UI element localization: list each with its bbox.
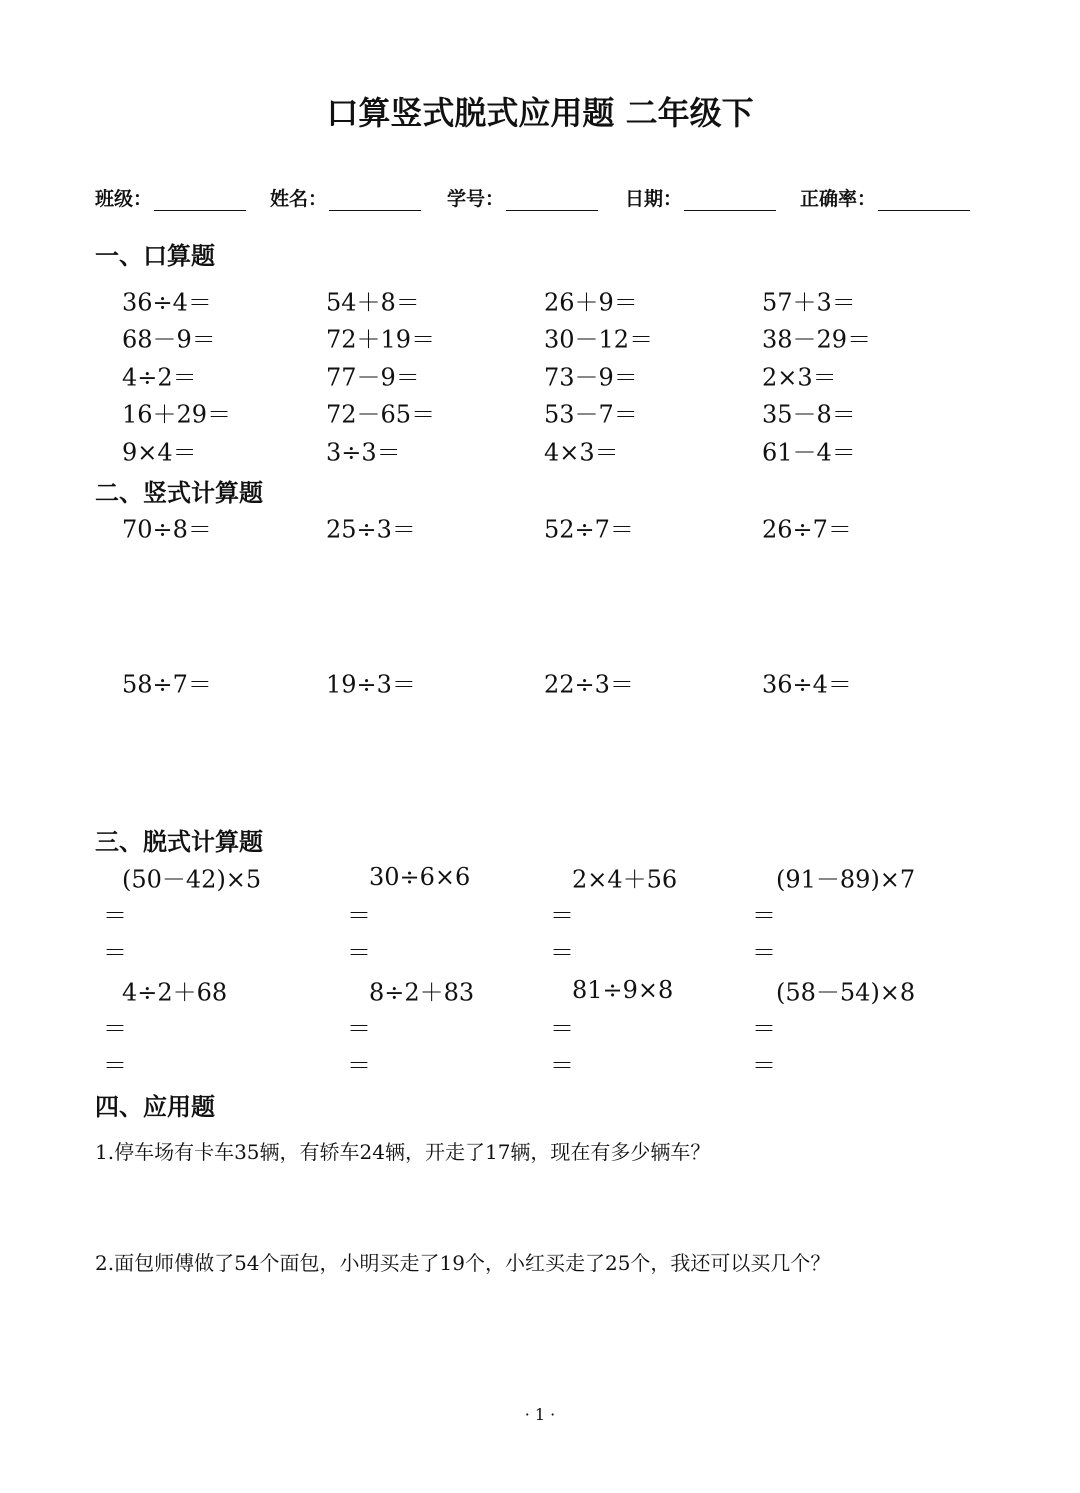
field-label: 正确率： <box>800 188 877 210</box>
equals-step: ＝ <box>103 938 127 967</box>
vertical-problem: 22÷3＝ <box>544 670 634 699</box>
field-label: 学号： <box>447 188 505 210</box>
field-1 <box>270 184 421 211</box>
oral-problem: 61－4＝ <box>762 438 856 467</box>
equals-step: ＝ <box>550 1014 574 1043</box>
vertical-problem: 19÷3＝ <box>326 670 416 699</box>
oral-problem: 54＋8＝ <box>326 288 420 317</box>
equals-step: ＝ <box>550 938 574 967</box>
vertical-problem: 26÷7＝ <box>762 515 852 544</box>
equals-step: ＝ <box>347 901 371 930</box>
oral-problem: 77－9＝ <box>326 363 420 392</box>
word-problem-1: 1.停车场有卡车35辆，有轿车24辆，开走了17辆，现在有多少辆车？ <box>95 1140 711 1164</box>
equals-step: ＝ <box>347 1051 371 1080</box>
equals-step: ＝ <box>752 1014 776 1043</box>
section-vertical-heading: 二、竖式计算题 <box>95 479 263 507</box>
section-oral-heading: 一、口算题 <box>95 242 215 270</box>
oral-problem: 36÷4＝ <box>122 288 212 317</box>
oral-problem: 3÷3＝ <box>326 438 401 467</box>
vertical-problem: 36÷4＝ <box>762 670 852 699</box>
vertical-problem: 58÷7＝ <box>122 670 212 699</box>
oral-problem: 38－29＝ <box>762 325 872 354</box>
section-stepwise-heading: 三、脱式计算题 <box>95 828 263 856</box>
oral-problem: 57＋3＝ <box>762 288 856 317</box>
equals-step: ＝ <box>550 901 574 930</box>
oral-problem: 35－8＝ <box>762 400 856 429</box>
field-blank[interactable] <box>684 184 776 211</box>
vertical-problem: 70÷8＝ <box>122 515 212 544</box>
oral-problem: 26＋9＝ <box>544 288 638 317</box>
equals-step: ＝ <box>347 938 371 967</box>
oral-problem: 53－7＝ <box>544 400 638 429</box>
stepwise-expression: 4÷2＋68 <box>122 978 228 1007</box>
field-0 <box>95 184 246 211</box>
oral-problem: 16＋29＝ <box>122 400 232 429</box>
equals-step: ＝ <box>347 1014 371 1043</box>
stepwise-expression: 8÷2＋83 <box>369 978 475 1007</box>
oral-problem: 4×3＝ <box>544 438 619 467</box>
field-4 <box>800 184 970 211</box>
stepwise-expression: (58－54)×8 <box>776 978 916 1007</box>
oral-problem: 9×4＝ <box>122 438 197 467</box>
oral-problem: 72－65＝ <box>326 400 436 429</box>
oral-problem: 73－9＝ <box>544 363 638 392</box>
oral-problem: 68－9＝ <box>122 325 216 354</box>
vertical-problem: 25÷3＝ <box>326 515 416 544</box>
field-2 <box>447 184 598 211</box>
oral-problem: 30－12＝ <box>544 325 654 354</box>
equals-step: ＝ <box>103 901 127 930</box>
vertical-problem: 52÷7＝ <box>544 515 634 544</box>
page-title: 口算竖式脱式应用题 二年级下 <box>326 94 754 132</box>
field-label: 班级： <box>95 188 153 210</box>
equals-step: ＝ <box>103 1014 127 1043</box>
section-word-problems-heading: 四、应用题 <box>95 1093 215 1121</box>
stepwise-expression: 81÷9×8 <box>572 976 674 1004</box>
equals-step: ＝ <box>752 901 776 930</box>
stepwise-expression: 2×4＋56 <box>572 865 678 894</box>
equals-step: ＝ <box>550 1051 574 1080</box>
stepwise-expression: (50－42)×5 <box>122 865 262 894</box>
oral-problem: 72＋19＝ <box>326 325 436 354</box>
page-number: · 1 · <box>524 1405 556 1424</box>
field-blank[interactable] <box>329 184 421 211</box>
equals-step: ＝ <box>103 1051 127 1080</box>
equals-step: ＝ <box>752 938 776 967</box>
field-blank[interactable] <box>878 184 970 211</box>
oral-problem: 4÷2＝ <box>122 363 197 392</box>
field-blank[interactable] <box>154 184 246 211</box>
oral-problem: 2×3＝ <box>762 363 837 392</box>
word-problem-2: 2.面包师傅做了54个面包，小明买走了19个，小红买走了25个，我还可以买几个？ <box>95 1251 831 1275</box>
stepwise-expression: 30÷6×6 <box>369 863 471 891</box>
field-blank[interactable] <box>506 184 598 211</box>
field-3 <box>625 184 776 211</box>
equals-step: ＝ <box>752 1051 776 1080</box>
field-label: 日期： <box>625 188 683 210</box>
field-label: 姓名： <box>270 188 328 210</box>
stepwise-expression: (91－89)×7 <box>776 865 916 894</box>
